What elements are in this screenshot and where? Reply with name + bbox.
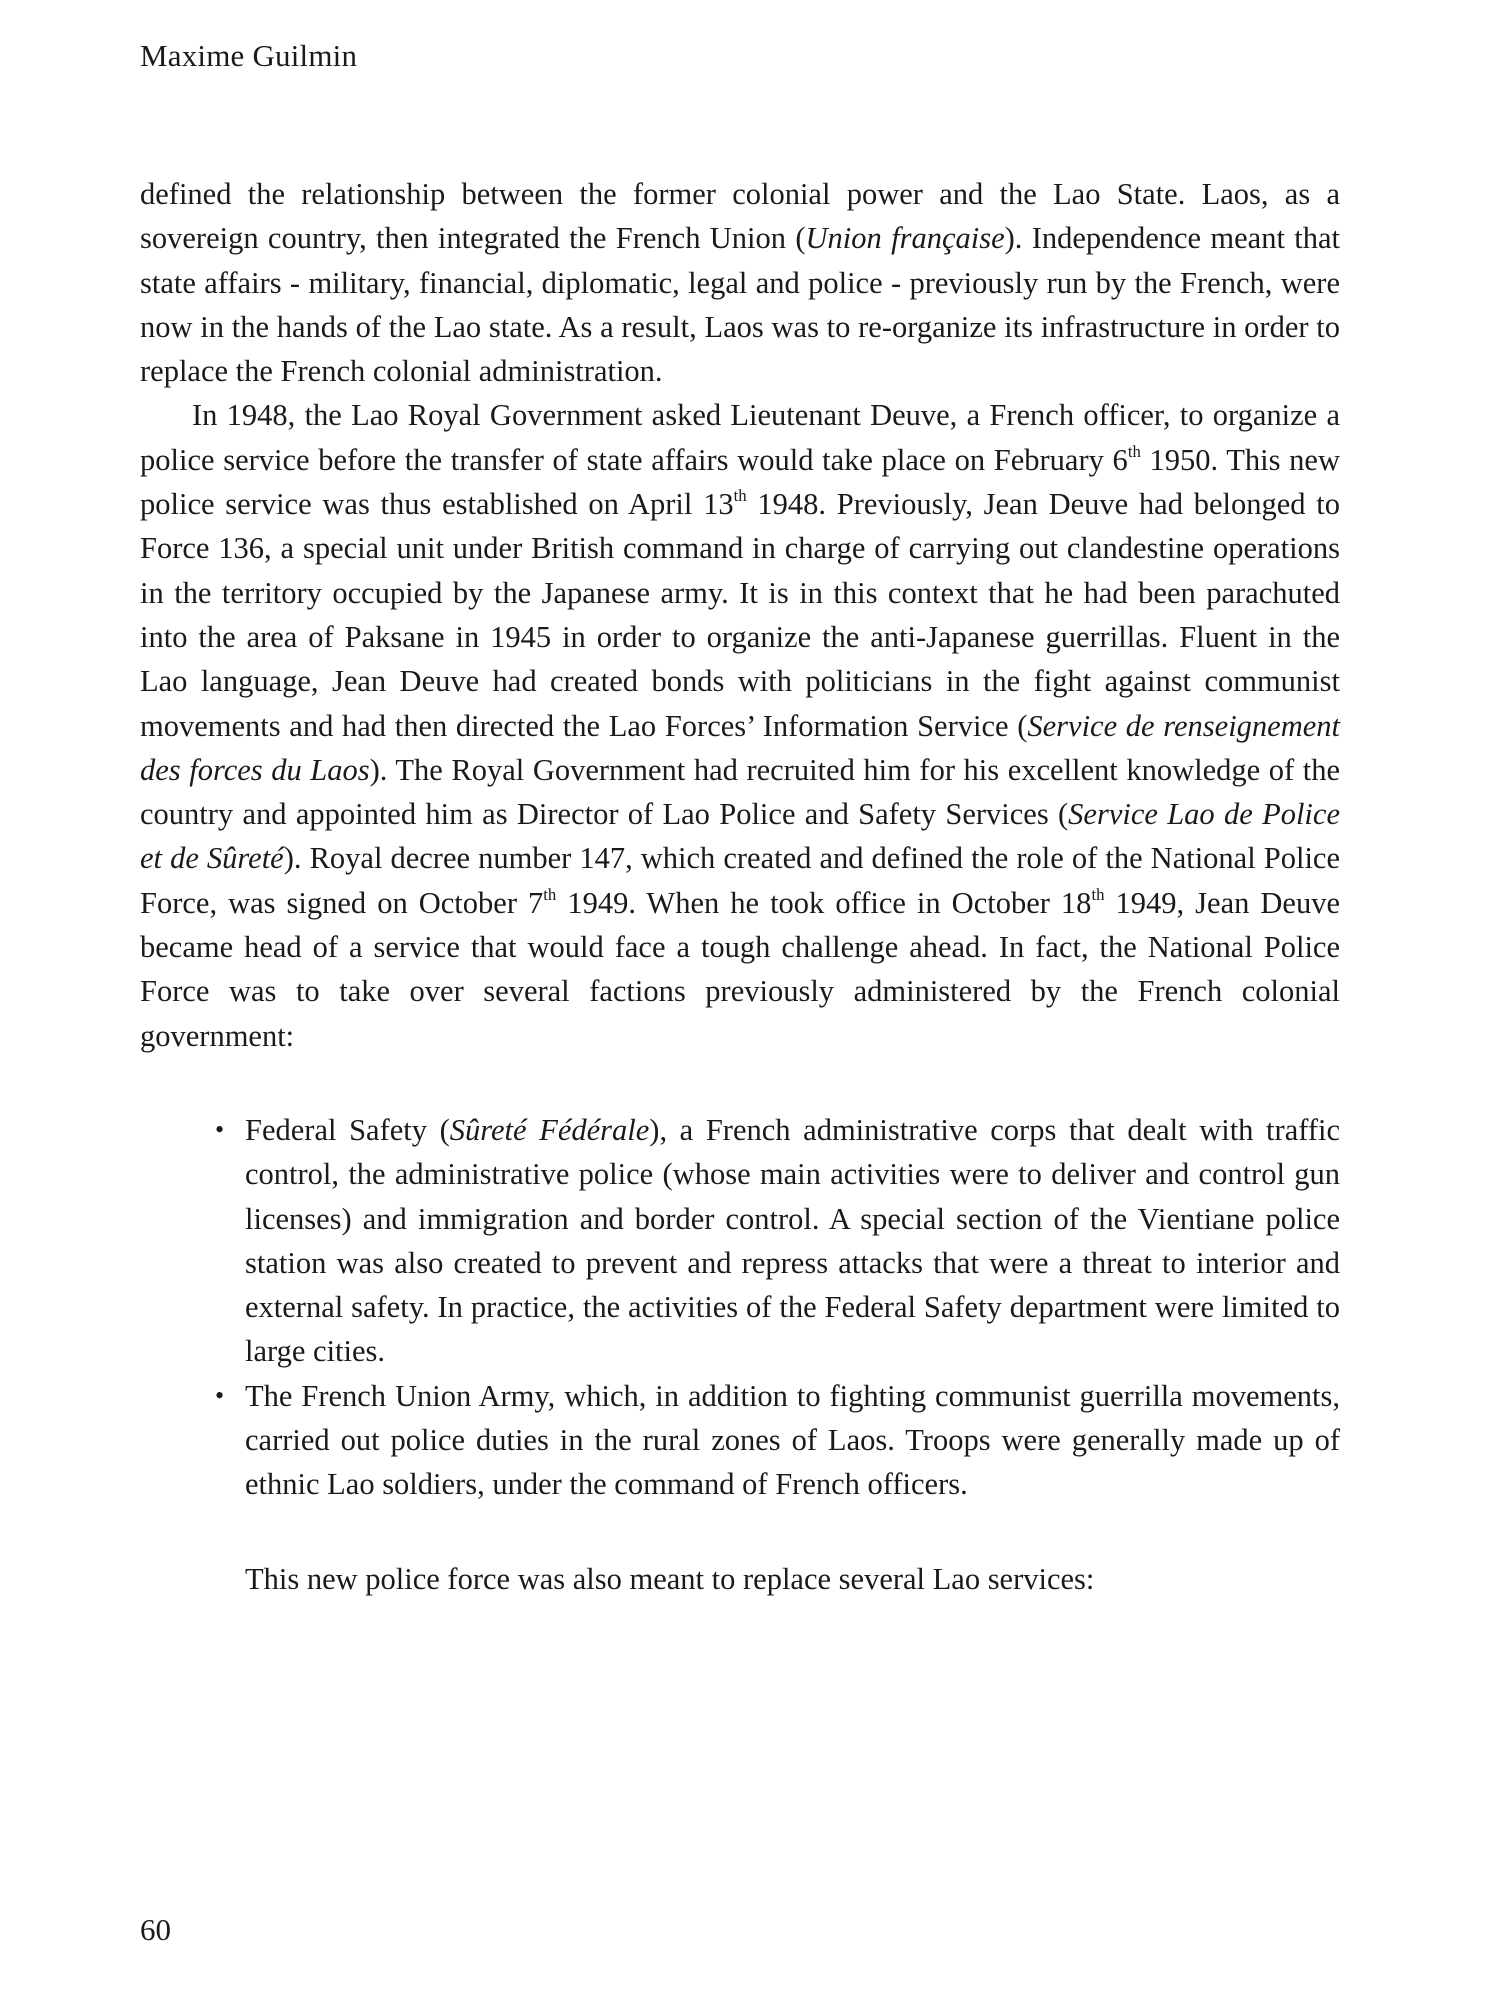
- page-number: 60: [140, 1912, 171, 1947]
- text-span: Federal Safety (: [245, 1112, 450, 1147]
- text-span: In 1948, the Lao Royal Government asked Lieutenant Deuve, a French officer, to organize a police service before the transfer of state affairs would take place on February 6: [140, 398, 1340, 477]
- bullet-icon: •: [215, 1380, 225, 1410]
- text-span: 1949. When he took office in October 18: [556, 885, 1092, 920]
- text-span: ). The Royal Government had recruited him for his excellent knowledge of the country and appointed him as Director of Lao Police and Safety Services (: [140, 752, 1340, 832]
- ordinal-suffix: th: [1091, 884, 1105, 904]
- running-head-author: Maxime Guilmin: [140, 38, 358, 73]
- text-span: 1948. Previously, Jean Deuve had belonged to Force 136, a special unit under British command in charge of carrying out clandestine operations in the territory occupied by the Japanese army. It is in this context that he had been parachuted into the area of Paksane in 1945 in order to organize the anti-Japanese guerrillas. Fluent in the Lao language, Jean Deuve had created bonds with politicians in the fight against communist movements and had then directed the Lao Forces’ Information Service (: [140, 487, 1340, 743]
- text-span: 1950. This new police service was thus established on April 13: [140, 442, 1340, 522]
- text-span: defined the relationship between the former colonial power and the Lao State. Laos, as a sovereign country, then integrated the French Union (: [140, 177, 1340, 256]
- body-text: [140, 172, 1340, 1601]
- text-span: The French Union Army, which, in addition to fighting communist guerrilla movements, carried out police duties in the rural zones of Laos. Troops were generally made up of ethnic Lao soldiers, under the command of French officers.: [245, 1378, 1340, 1502]
- text-span: ). Independence meant that state affairs - military, financial, diplomatic, legal and police - previously run by the French, were now in the hands of the Lao state. As a result, Laos was to re-organize its infrastructure in order to replace the French colonial administration.: [140, 221, 1341, 389]
- ordinal-suffix: th: [1127, 441, 1141, 461]
- bullet-icon: •: [215, 1114, 225, 1144]
- text-span: ), a French administrative corps that dealt with traffic control, the administrative police (whose main activities were to deliver and control gun licenses) and immigration and border control. A special section of the Vientiane police station was also created to prevent and repress attacks that were a threat to interior and external safety. In practice, the activities of the Federal Safety department were limited to large cities.: [245, 1112, 1341, 1369]
- closing-paragraph: This new police force was also meant to replace several Lao services:: [245, 1561, 1095, 1596]
- ordinal-suffix: th: [733, 486, 747, 506]
- list-item: [215, 1108, 1341, 1374]
- bullet-list: [140, 1108, 1340, 1507]
- paragraph-1: [140, 172, 1340, 393]
- text-span: ). Royal decree number 147, which created and defined the role of the National Police Force, was signed on October 7: [140, 841, 1340, 920]
- list-item: [215, 1374, 1340, 1507]
- paragraph-2: [140, 393, 1340, 1057]
- italic-term: Service Lao de Police et de Sûreté: [140, 797, 1340, 876]
- italic-term: Sûreté Fédérale: [449, 1112, 650, 1147]
- italic-term: Service de renseignement des forces du Laos: [140, 708, 1340, 787]
- ordinal-suffix: th: [543, 884, 557, 904]
- text-span: 1949, Jean Deuve became head of a service that would face a tough challenge ahead. In fact, the National Police Force was to take over several factions previously administered by the French colonial government:: [140, 885, 1340, 1053]
- italic-term: Union française: [805, 221, 1005, 256]
